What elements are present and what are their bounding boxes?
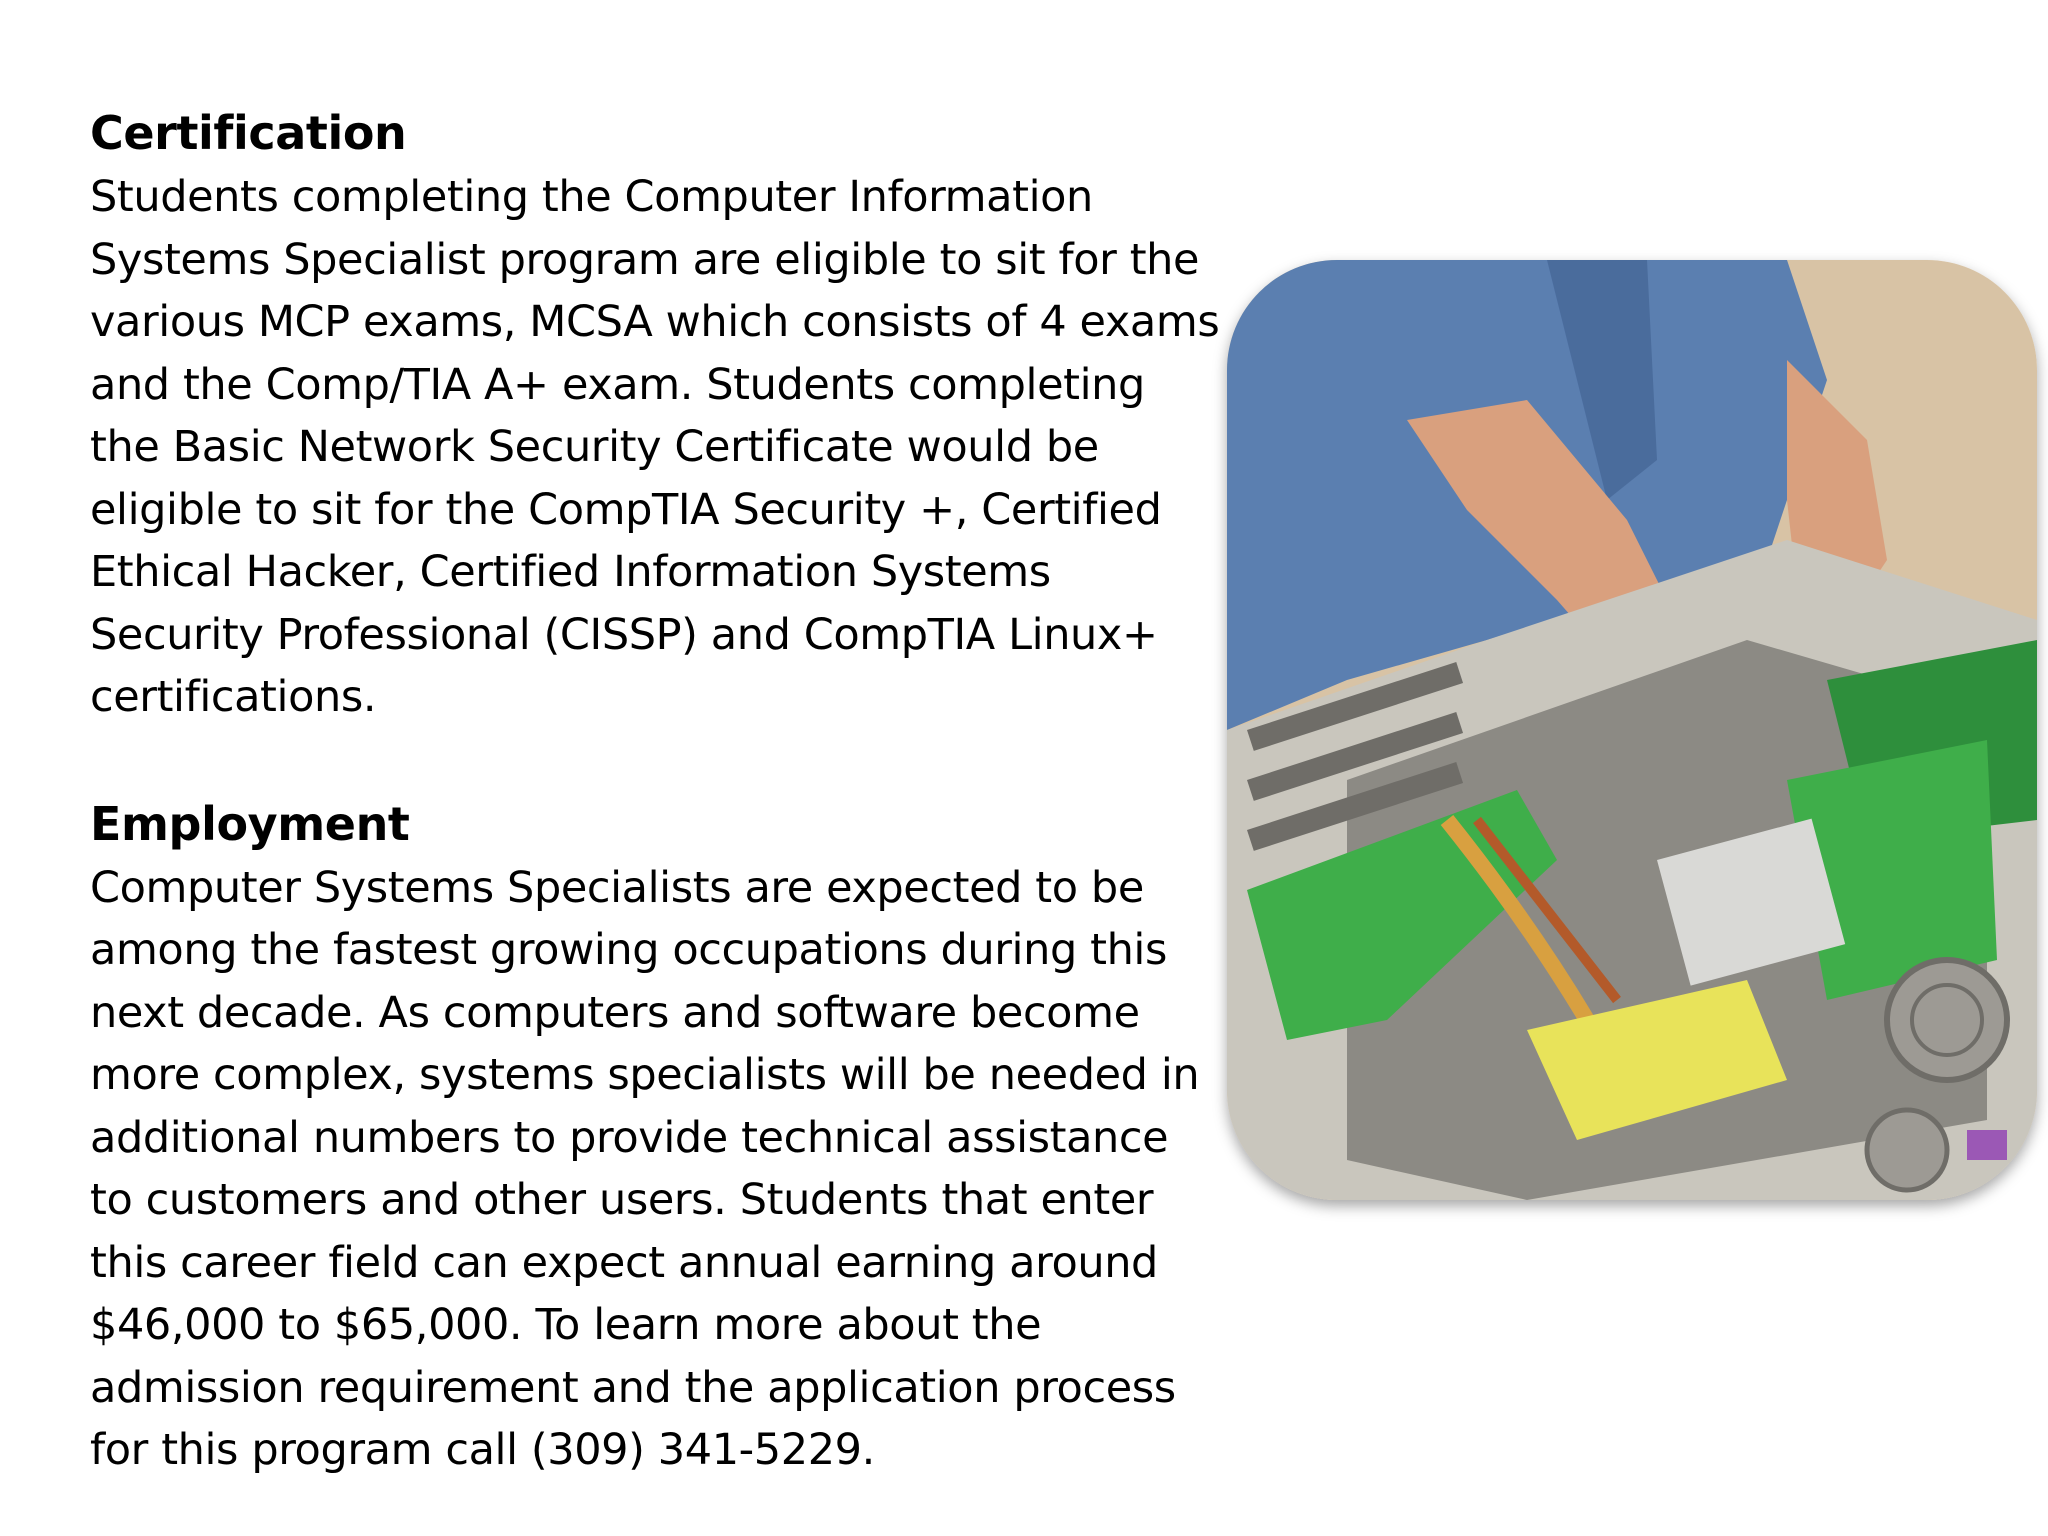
section-gap <box>90 729 1220 791</box>
employment-line: among the fastest growing occupations during this <box>90 925 1167 975</box>
employment-line: more complex, systems specialists will be needed in <box>90 1050 1200 1100</box>
text-column <box>90 100 1220 1482</box>
certification-line: Security Professional (CISSP) and CompTIA Linux+ <box>90 609 1158 660</box>
employment-line: $46,000 to $65,000. To learn more about the <box>90 1300 1042 1350</box>
case-fan <box>1887 960 2007 1080</box>
certification-line: various MCP exams, MCSA which consists of 4 exams <box>90 297 1220 347</box>
certification-line: eligible to sit for the CompTIA Security +, Certified <box>90 484 1162 535</box>
employment-line: admission requirement and the application process <box>90 1362 1176 1413</box>
employment-line: this career field can expect annual earning around <box>90 1237 1158 1288</box>
certification-line: certifications. <box>90 672 377 722</box>
certification-line: Students completing the Computer Information <box>90 172 1093 222</box>
employment-body <box>90 857 1220 1482</box>
technician-photo <box>1227 260 2037 1200</box>
employment-line: next decade. As computers and software become <box>90 987 1140 1038</box>
employment-line: Computer Systems Specialists are expected to be <box>90 862 1144 913</box>
employment-line: to customers and other users. Students that enter <box>90 1175 1154 1225</box>
certification-body <box>90 166 1220 729</box>
case-fan <box>1867 1110 1947 1190</box>
certification-line: Systems Specialist program are eligible to sit for the <box>90 234 1200 285</box>
technician-illustration <box>1227 260 2037 1200</box>
employment-line: additional numbers to provide technical assistance <box>90 1112 1169 1163</box>
certification-line: the Basic Network Security Certificate would be <box>90 422 1099 472</box>
certification-line: and the Comp/TIA A+ exam. Students completing <box>90 359 1145 410</box>
employment-line: for this program call (309) 341-5229. <box>90 1425 875 1475</box>
certification-line: Ethical Hacker, Certified Information Systems <box>90 547 1051 597</box>
certification-heading: Certification <box>90 106 407 160</box>
employment-heading: Employment <box>90 796 410 851</box>
port-connector <box>1967 1130 2007 1160</box>
